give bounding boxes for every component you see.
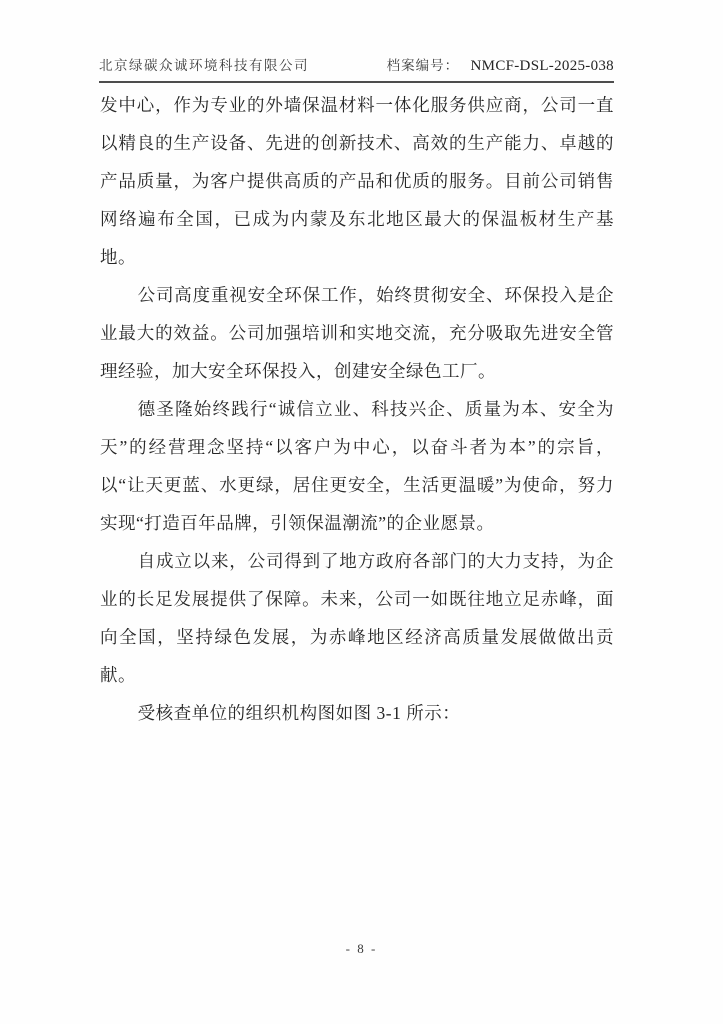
paragraph-company-philosophy: 德圣隆始终践行“诚信立业、科技兴企、质量为本、安全为天”的经营理念坚持“以客户为中心，以奋斗者为本”的宗旨，以“让天更蓝、水更绿，居住更安全，生活更温暖”为使命，努力实现“打造百年品牌，引领保温潮流”的企业愿景。	[100, 399, 614, 533]
paragraph-company-intro-continued: 发中心，作为专业的外墙保温材料一体化服务供应商，公司一直以精良的生产设备、先进的创新技术、高效的生产能力、卓越的产品质量，为客户提供高质的产品和优质的服务。目前公司销售网络遍布全国，已成为内蒙及东北地区最大的保温板材生产基地。	[100, 95, 614, 267]
file-number-label: 档案编号：	[386, 58, 460, 73]
file-number-value: NMCF-DSL-2025-038	[470, 58, 614, 74]
document-body	[100, 86, 614, 732]
paragraph-org-chart-reference: 受核查单位的组织机构图如图 3-1 所示：	[137, 703, 461, 723]
page-number: - 8 -	[345, 941, 378, 956]
company-name: 北京绿碳众诚环境科技有限公司	[99, 58, 309, 73]
paragraph-safety-environment: 公司高度重视安全环保工作，始终贯彻安全、环保投入是企业最大的效益。公司加强培训和实地交流，充分吸取先进安全管理经验，加大安全环保投入，创建安全绿色工厂。	[100, 285, 614, 381]
page-header	[99, 54, 614, 83]
paragraph-government-support: 自成立以来，公司得到了地方政府各部门的大力支持，为企业的长足发展提供了保障。未来，公司一如既往地立足赤峰，面向全国，坚持绿色发展，为赤峰地区经济高质量发展做做出贡献。	[100, 551, 614, 685]
file-number	[387, 54, 614, 75]
